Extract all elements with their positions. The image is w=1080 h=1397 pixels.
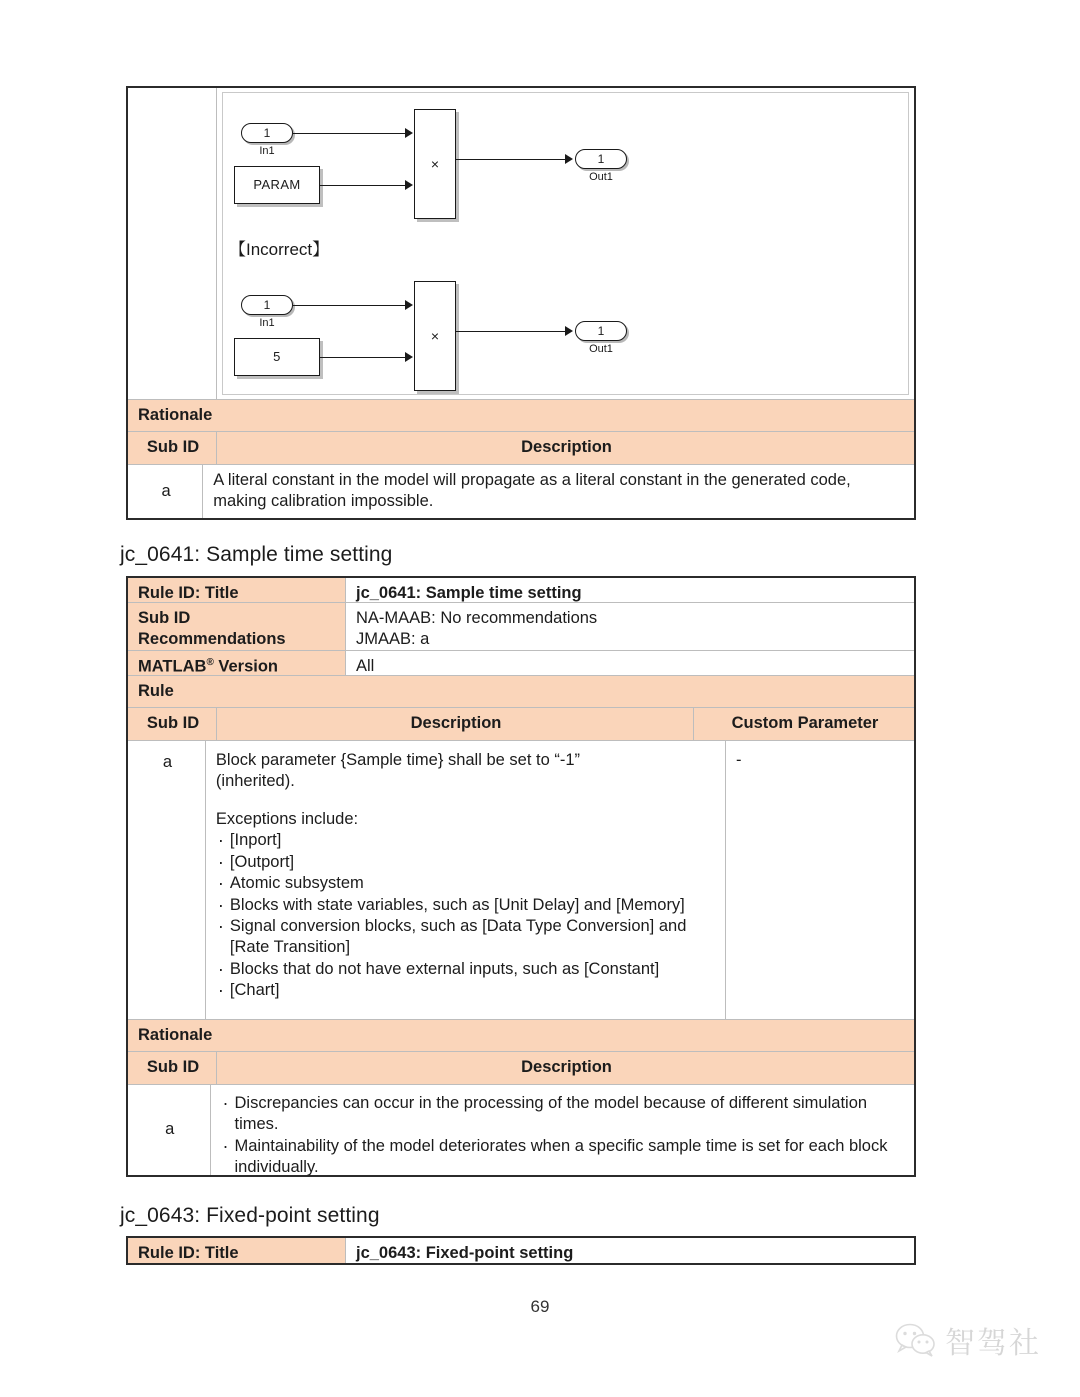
paragraph-spacer bbox=[216, 793, 717, 809]
recommendation-jmaab: JMAAB: a bbox=[356, 630, 430, 649]
rationale-subid-value: a bbox=[128, 465, 203, 518]
product-block-incorrect bbox=[414, 281, 456, 391]
rule-col-custom-parameter: Custom Parameter bbox=[694, 708, 914, 739]
table-row bbox=[128, 1085, 914, 1175]
table-row bbox=[128, 465, 914, 518]
sub-id-rec-label-line2: Recommendations bbox=[138, 630, 286, 649]
rationale-description-value: A literal constant in the model will propagate as a literal constant in the generated code, making calibration impossible. bbox=[203, 465, 914, 518]
registered-mark-icon: ® bbox=[206, 657, 214, 668]
simulink-canvas bbox=[222, 92, 909, 395]
matlab-label-main: MATLAB bbox=[138, 657, 207, 676]
rationale-col-description: Description bbox=[217, 432, 914, 463]
wire-param-to-product-correct bbox=[320, 185, 406, 186]
section-heading-jc0643: jc_0643: Fixed-point setting bbox=[120, 1204, 380, 1227]
arrow-param-product-correct bbox=[405, 180, 413, 190]
inport-block-correct: 1 bbox=[241, 123, 293, 143]
wire-product-to-out1-correct bbox=[456, 159, 566, 160]
rationale-band-label: Rationale bbox=[128, 400, 914, 431]
rule-custom-parameter-value: - bbox=[726, 741, 914, 1019]
wire-product-to-out1-incorrect bbox=[456, 331, 566, 332]
product-block-correct bbox=[414, 109, 456, 219]
rationale-header-row bbox=[128, 1052, 914, 1084]
matlab-version-value: All bbox=[346, 651, 914, 675]
rationale-band-row bbox=[128, 1020, 914, 1052]
list-item: · Blocks that do not have external inputs, such as [Constant] bbox=[216, 959, 717, 980]
param-constant-block: PARAM bbox=[234, 166, 320, 204]
wire-const-to-product-incorrect bbox=[320, 357, 406, 358]
inport-caption-incorrect: In1 bbox=[259, 317, 275, 329]
list-item: · Signal conversion blocks, such as [Data Type Conversion] and [Rate Transition] bbox=[216, 916, 717, 959]
rationale-description-value bbox=[211, 1085, 915, 1175]
exceptions-list bbox=[216, 830, 717, 1002]
sub-id-recommendations-value bbox=[346, 603, 914, 650]
simulink-diagram-cell bbox=[217, 88, 914, 399]
rule-id-value: jc_0643: Fixed-point setting bbox=[346, 1238, 914, 1263]
rule-col-subid: Sub ID bbox=[128, 708, 217, 739]
inport-caption-correct: In1 bbox=[259, 145, 275, 157]
rule-id-label: Rule ID: Title bbox=[128, 578, 346, 602]
rule-col-description: Description bbox=[217, 708, 694, 739]
rule-intro-line2: (inherited). bbox=[215, 772, 295, 791]
list-item: · [Outport] bbox=[216, 852, 717, 873]
list-item: · Blocks with state variables, such as [Unit Delay] and [Memory] bbox=[216, 895, 717, 916]
rationale-subid-value: a bbox=[128, 1085, 211, 1175]
rationale-list bbox=[221, 1093, 907, 1179]
rule-table-jc0643 bbox=[126, 1236, 916, 1265]
rule-band-row bbox=[128, 676, 914, 708]
list-item: · Atomic subsystem bbox=[216, 873, 717, 894]
outport-caption-incorrect: Out1 bbox=[589, 343, 613, 355]
inport-block-incorrect: 1 bbox=[241, 295, 293, 315]
literal-constant-block: 5 bbox=[234, 338, 320, 376]
list-item: · Maintainability of the model deteriorates when a specific sample time is set for each block individually. bbox=[221, 1136, 907, 1179]
outport-block-incorrect: 1 bbox=[575, 321, 627, 341]
rule-table-jc0639-tail bbox=[126, 86, 916, 520]
section-heading-jc0641: jc_0641: Sample time setting bbox=[120, 543, 393, 566]
sub-id-recommendations-label bbox=[128, 603, 346, 650]
rule-id-row bbox=[128, 578, 914, 603]
wechat-logo-icon bbox=[895, 1323, 937, 1357]
rationale-band-label: Rationale bbox=[128, 1020, 914, 1051]
rationale-col-subid: Sub ID bbox=[128, 432, 217, 463]
exceptions-heading: Exceptions include: bbox=[215, 809, 359, 828]
recommendation-na-maab: NA-MAAB: No recommendations bbox=[356, 609, 598, 627]
wire-in1-to-product-incorrect bbox=[293, 305, 406, 306]
rule-band-label: Rule bbox=[128, 676, 914, 707]
diagram-row bbox=[128, 88, 914, 400]
arrow-in1-product-correct bbox=[405, 128, 413, 138]
rule-id-label: Rule ID: Title bbox=[128, 1238, 346, 1263]
sub-id-rec-label-line1: Sub ID bbox=[138, 609, 191, 627]
wire-in1-to-product-correct bbox=[293, 133, 406, 134]
arrow-const-product-incorrect bbox=[405, 352, 413, 362]
list-item: · [Inport] bbox=[216, 830, 717, 851]
arrow-in1-product-incorrect bbox=[405, 300, 413, 310]
matlab-version-label bbox=[128, 651, 346, 675]
page-number: 69 bbox=[530, 1297, 550, 1316]
matlab-version-row bbox=[128, 651, 914, 676]
list-item: · Discrepancies can occur in the processing of the model because of different simulation times. bbox=[221, 1093, 907, 1136]
product-symbol-correct: × bbox=[430, 155, 440, 172]
outport-caption-correct: Out1 bbox=[589, 171, 613, 183]
outport-block-correct: 1 bbox=[575, 149, 627, 169]
table-row bbox=[128, 741, 914, 1020]
rationale-header-row bbox=[128, 432, 914, 464]
rule-id-row bbox=[128, 1238, 914, 1263]
rule-subid-value: a bbox=[128, 741, 206, 1019]
rationale-col-subid: Sub ID bbox=[128, 1052, 217, 1083]
rule-header-row bbox=[128, 708, 914, 740]
sub-id-recommendations-row bbox=[128, 603, 914, 651]
list-item: · [Chart] bbox=[216, 980, 717, 1001]
incorrect-label: 【Incorrect】 bbox=[229, 240, 330, 259]
rule-id-value: jc_0641: Sample time setting bbox=[346, 578, 914, 602]
rationale-col-description: Description bbox=[217, 1052, 914, 1083]
rule-intro-line1: Block parameter {Sample time} shall be set to “-1” bbox=[215, 750, 581, 769]
diagram-subid-cell bbox=[128, 88, 217, 399]
arrow-product-out1-incorrect bbox=[565, 326, 573, 336]
product-symbol-incorrect: × bbox=[430, 327, 440, 344]
rationale-band-row bbox=[128, 400, 914, 432]
rule-description-value bbox=[206, 741, 726, 1019]
matlab-label-suffix: Version bbox=[213, 657, 279, 676]
watermark-text: 智驾社 bbox=[945, 1326, 1041, 1361]
watermark bbox=[895, 1318, 1041, 1362]
rule-table-jc0641 bbox=[126, 576, 916, 1177]
arrow-product-out1-correct bbox=[565, 154, 573, 164]
